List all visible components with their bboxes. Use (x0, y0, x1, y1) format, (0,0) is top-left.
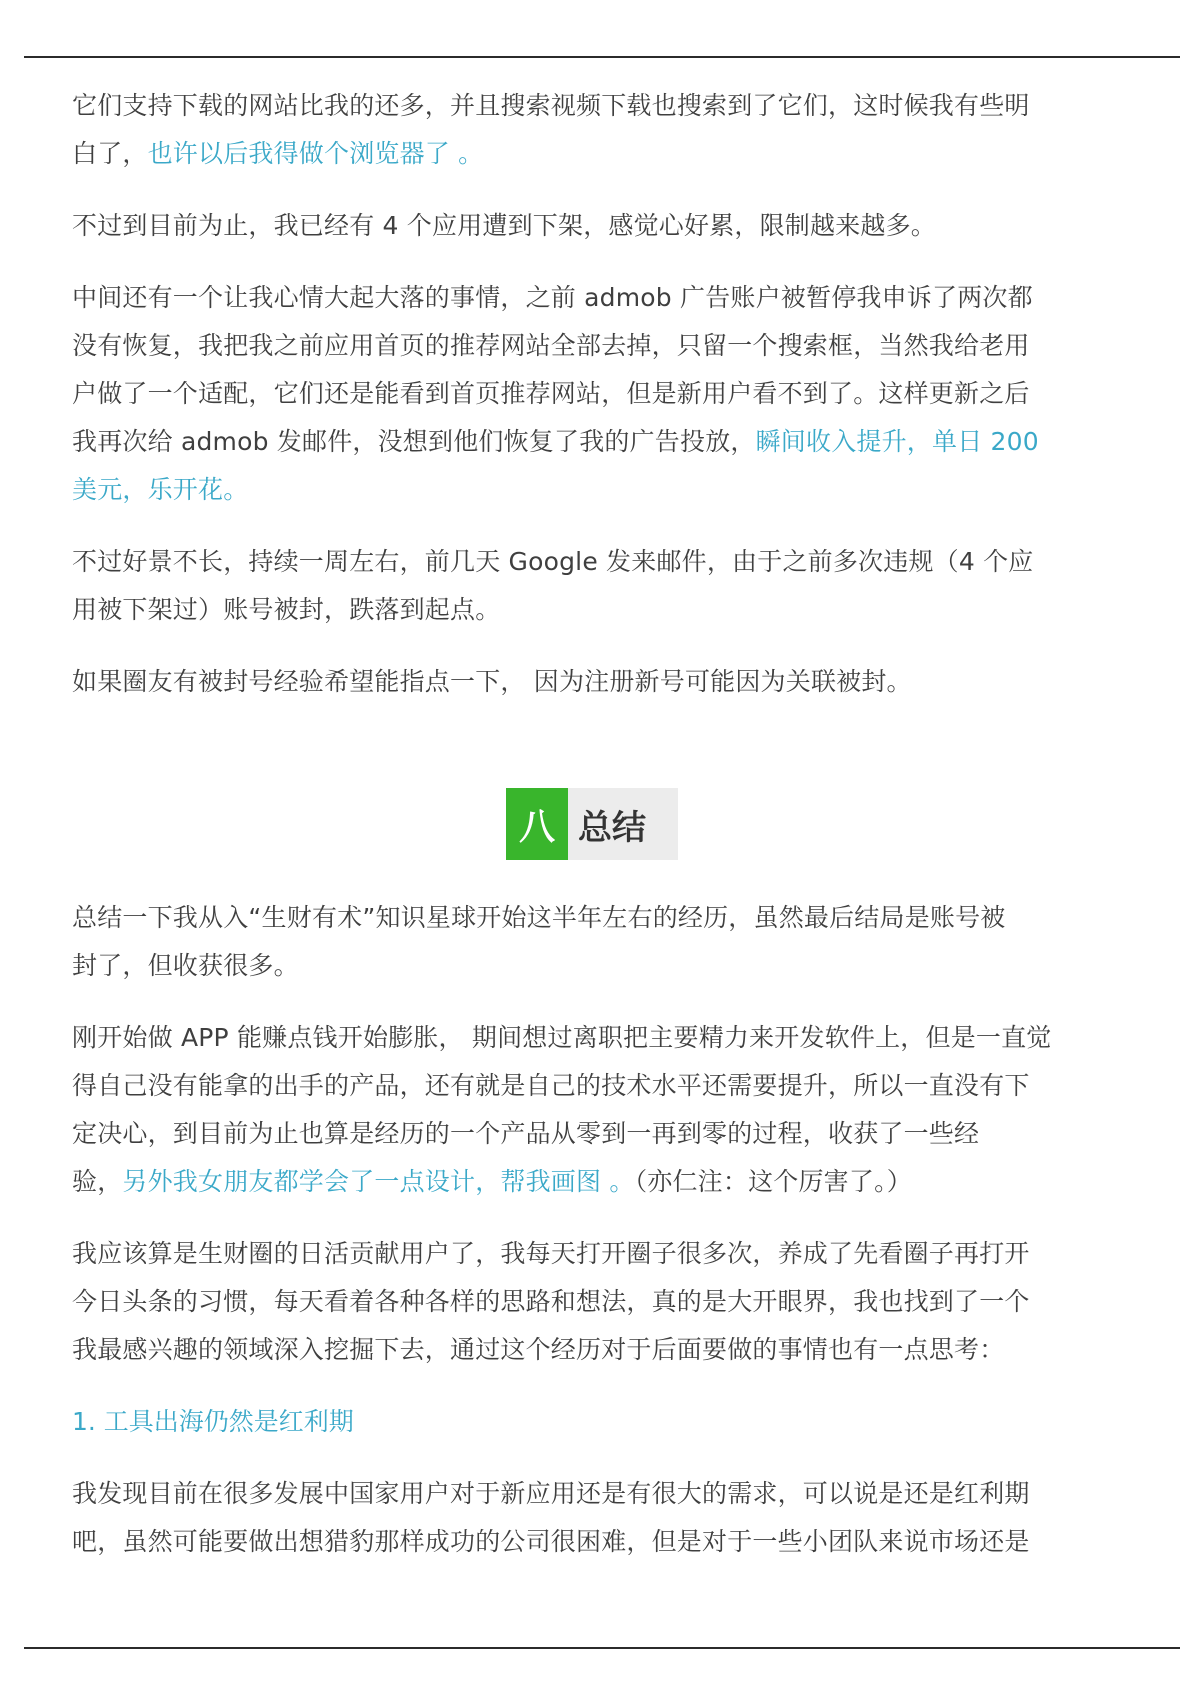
paragraph (72, 82, 1112, 178)
text-line: 我再次给 admob 发邮件，没想到他们恢复了我的广告投放， (72, 427, 756, 456)
text-line: 中间还有一个让我心情大起大落的事情，之前 admob 广告账户被暂停我申诉了两次都 (72, 283, 1033, 312)
paragraph (72, 1470, 1112, 1566)
text-line: 用被下架过）账号被封，跌落到起点。 (72, 595, 501, 624)
paragraph (72, 1014, 1112, 1206)
top-rule (24, 56, 1180, 58)
text-line: 它们支持下载的网站比我的还多，并且搜索视频下载也搜索到了它们，这时候我有些明 (72, 91, 1030, 120)
text-line: 吧，虽然可能要做出想猎豹那样成功的公司很困难，但是对于一些小团队来说市场还是 (72, 1527, 1030, 1556)
bottom-rule (24, 1647, 1180, 1649)
text-line: 白了， (72, 139, 148, 168)
section-heading (72, 788, 1112, 860)
text-line: 得自己没有能拿的出手的产品，还有就是自己的技术水平还需要提升，所以一直没有下 (72, 1071, 1030, 1100)
text-line: 不过到目前为止，我已经有 4 个应用遭到下架，感觉心好累，限制越来越多。 (72, 211, 937, 240)
article-body (72, 82, 1112, 1566)
paragraph (72, 274, 1112, 514)
text-line: 如果圈友有被封号经验希望能指点一下， 因为注册新号可能因为关联被封。 (72, 667, 912, 696)
paragraph (72, 658, 1112, 706)
highlight-link: 美元，乐开花。 (72, 475, 249, 504)
section-badge (506, 788, 678, 860)
text-line: 验， (72, 1167, 123, 1196)
paragraph (72, 538, 1112, 634)
paragraph (72, 1230, 1112, 1374)
highlight-link: 也许以后我得做个浏览器了 。 (147, 139, 484, 168)
text-line: 我应该算是生财圈的日活贡献用户了，我每天打开圈子很多次，养成了先看圈子再打开 (72, 1239, 1030, 1268)
text-line: 我最感兴趣的领域深入挖掘下去，通过这个经历对于后面要做的事情也有一点思考： (72, 1335, 1005, 1364)
text-line: 我发现目前在很多发展中国家用户对于新应用还是有很大的需求，可以说是还是红利期 (72, 1479, 1030, 1508)
section-number: 八 (506, 788, 568, 860)
subheading: 1. 工具出海仍然是红利期 (72, 1407, 354, 1436)
text-line: 定决心，到目前为止也算是经历的一个产品从零到一再到零的过程，收获了一些经 (72, 1119, 980, 1148)
text-line: 总结一下我从入“生财有术”知识星球开始这半年左右的经历，虽然最后结局是账号被 (72, 903, 1006, 932)
text-line: 没有恢复，我把我之前应用首页的推荐网站全部去掉，只留一个搜索框，当然我给老用 (72, 331, 1030, 360)
paragraph (72, 894, 1112, 990)
highlight-link: 另外我女朋友都学会了一点设计，帮我画图 。 (122, 1167, 635, 1196)
section-title: 总结 (568, 788, 678, 860)
text-line: 今日头条的习惯，每天看着各种各样的思路和想法，真的是大开眼界，我也找到了一个 (72, 1287, 1030, 1316)
text-line: 户做了一个适配，它们还是能看到首页推荐网站，但是新用户看不到了。这样更新之后 (72, 379, 1030, 408)
text-line: 不过好景不长，持续一周左右，前几天 Google 发来邮件，由于之前多次违规（4 个应 (72, 547, 1034, 576)
paragraph (72, 202, 1112, 250)
text-line: 封了，但收获很多。 (72, 951, 299, 980)
editor-note: （亦仁注：这个厉害了。） (634, 1167, 912, 1196)
highlight-link: 瞬间收入提升，单日 200 (755, 427, 1039, 456)
text-line: 刚开始做 APP 能赚点钱开始膨胀， 期间想过离职把主要精力来开发软件上，但是一直觉 (72, 1023, 1052, 1052)
